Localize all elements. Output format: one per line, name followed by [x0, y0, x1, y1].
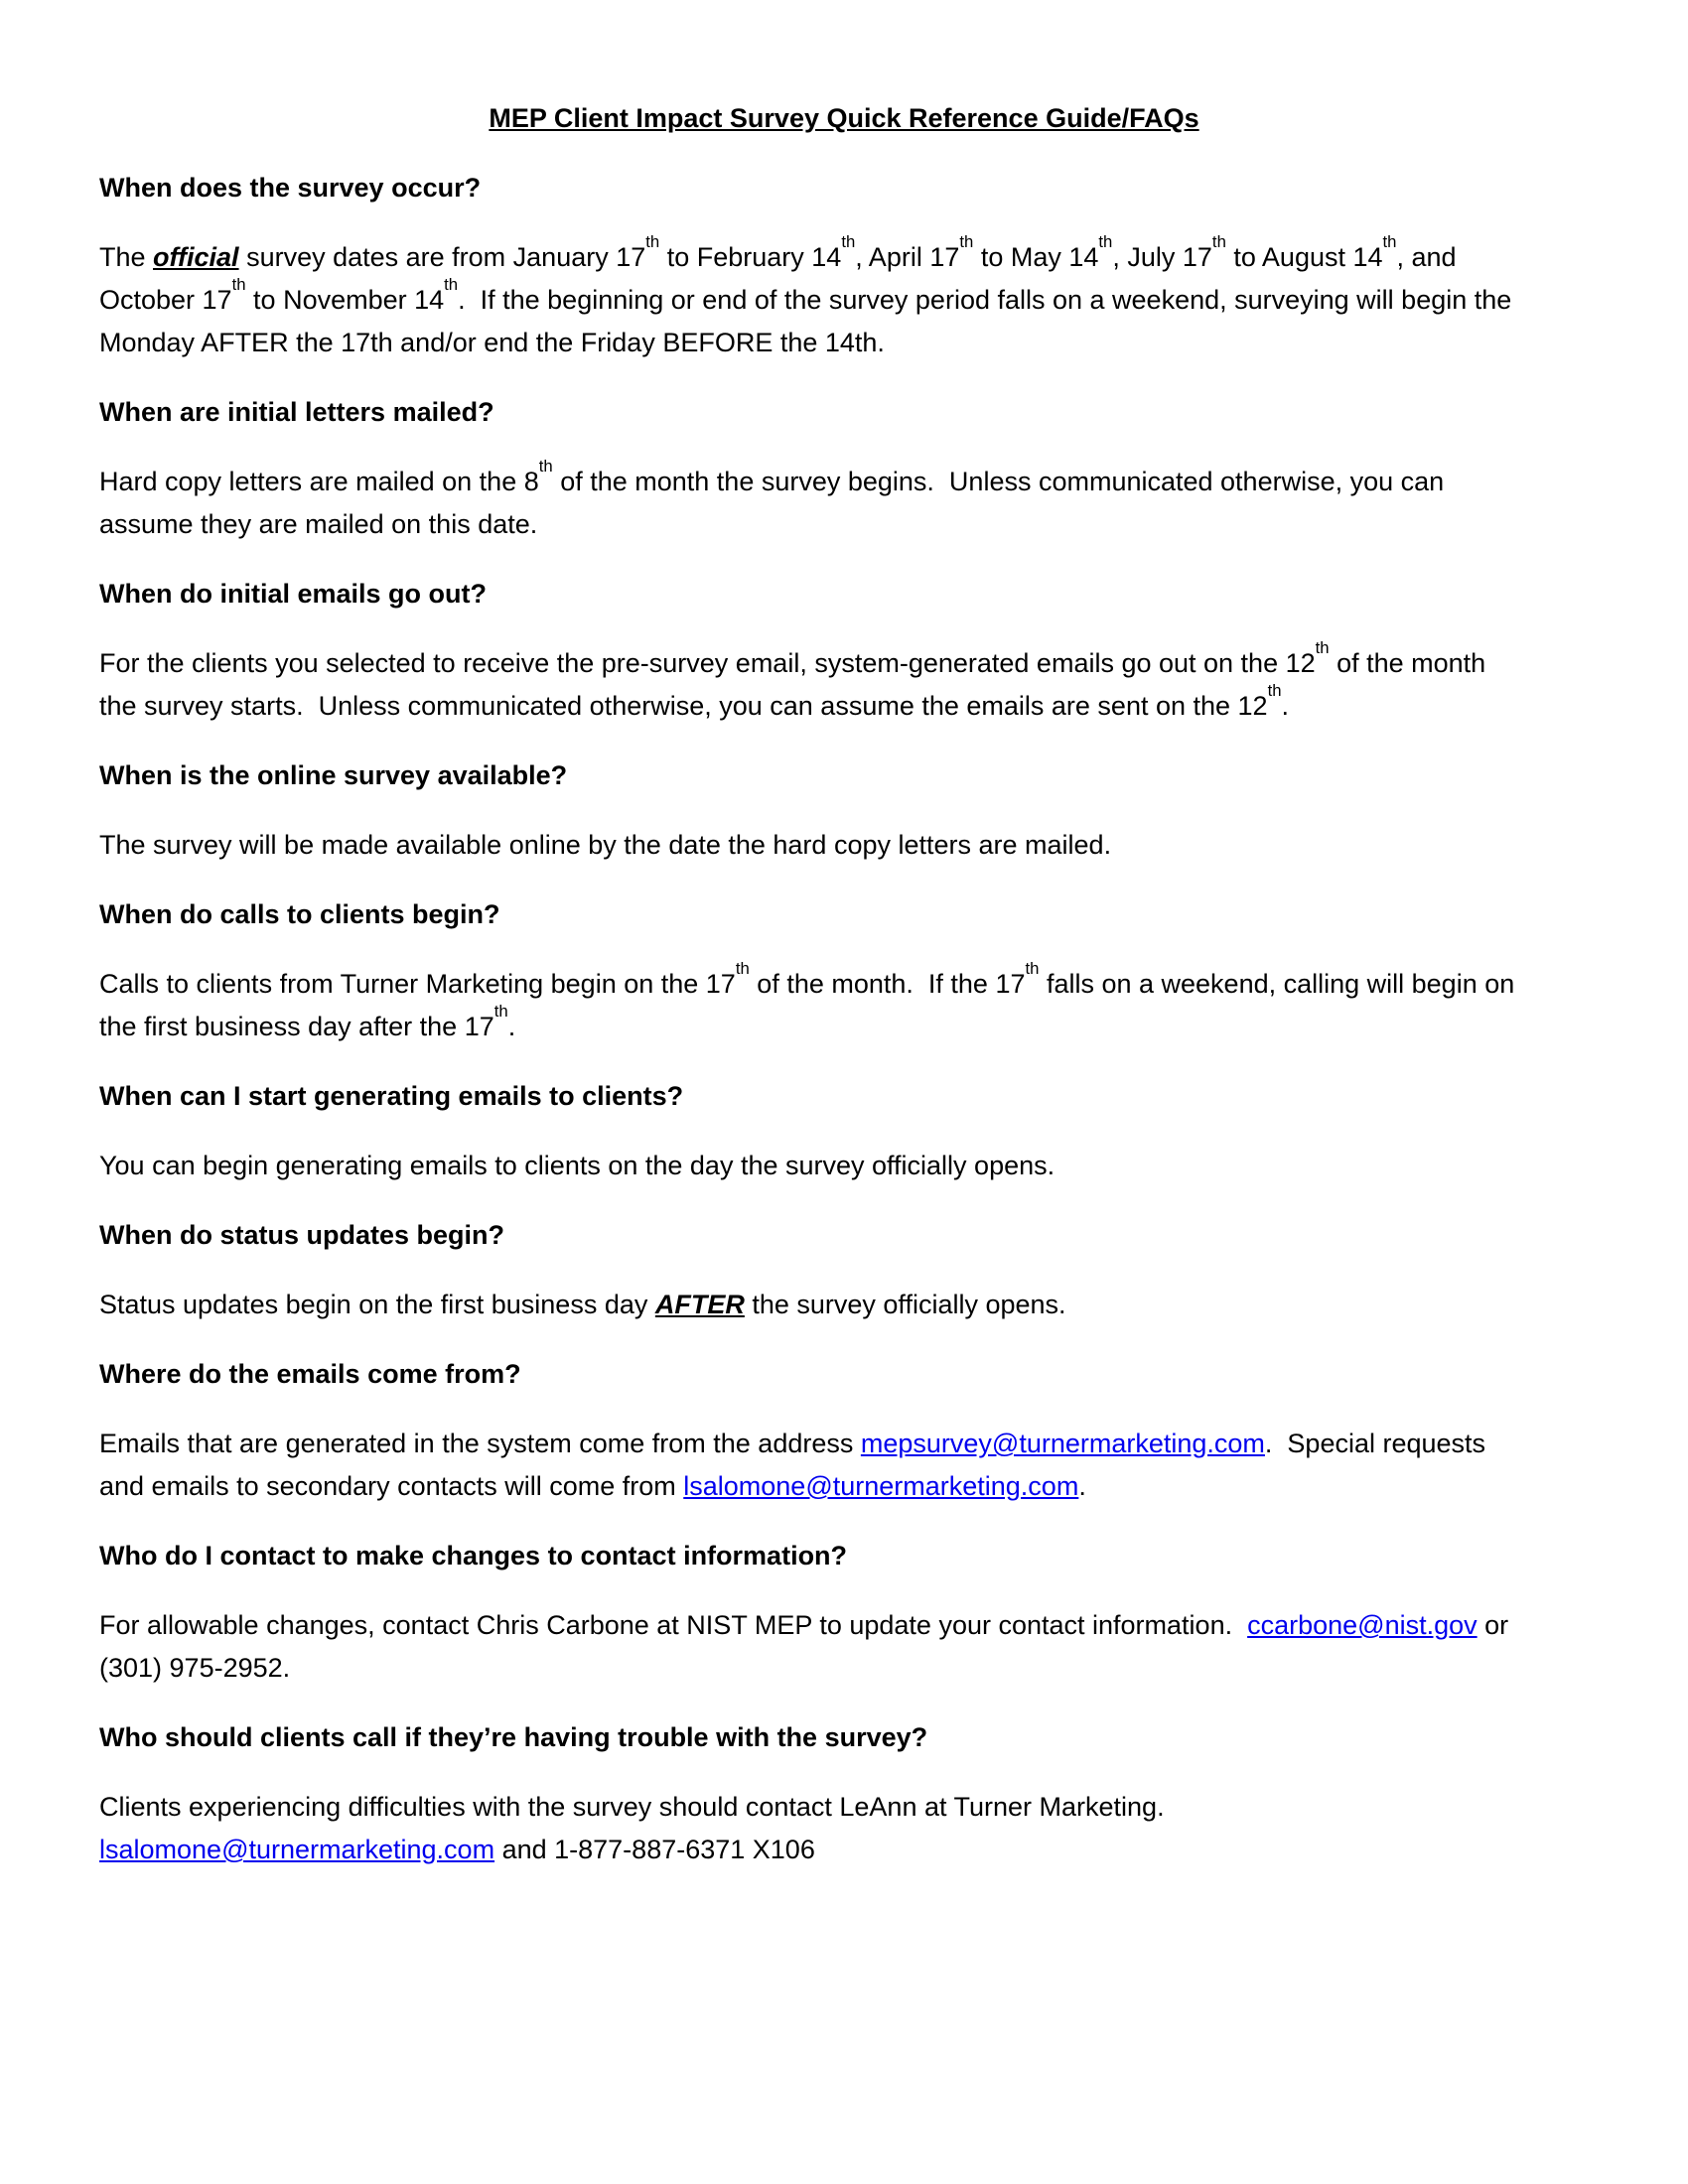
faq-answer: [99, 824, 1589, 867]
body-text: of the month the survey begins. Unless communicated otherwise, you can: [552, 467, 1445, 496]
emphasized-text: AFTER: [654, 1290, 745, 1319]
body-text: , and: [1396, 242, 1457, 272]
faq-section: [99, 1353, 1589, 1508]
email-link[interactable]: ccarbone@nist.gov: [1247, 1610, 1477, 1640]
faq-question: When is the online survey available?: [99, 760, 568, 790]
body-text: to November 14: [245, 285, 445, 315]
body-text: Calls to clients from Turner Marketing begin on the 17: [99, 969, 736, 999]
body-text: . Special requests: [1264, 1429, 1486, 1458]
body-text: (301) 975-2952.: [99, 1653, 291, 1683]
body-text: Status updates begin on the first business day: [99, 1290, 655, 1319]
faq-section: [99, 573, 1589, 728]
faq-question: When are initial letters mailed?: [99, 397, 494, 427]
faq-answer: [99, 1786, 1589, 1871]
body-text: to February 14: [659, 242, 842, 272]
faq-question: Who should clients call if they’re having trouble with the survey?: [99, 1722, 928, 1752]
body-text: and emails to secondary contacts will come from: [99, 1471, 684, 1501]
body-text: of the month: [1329, 648, 1486, 678]
emphasized-text: official: [153, 242, 239, 272]
email-link[interactable]: lsalomone@turnermarketing.com: [99, 1835, 495, 1864]
faq-answer: [99, 1423, 1589, 1508]
body-text: .: [1078, 1471, 1086, 1501]
faq-section: [99, 1716, 1589, 1871]
faq-answer: [99, 1284, 1589, 1326]
body-text: and 1-877-887-6371 X106: [494, 1835, 815, 1864]
ordinal-superscript: th: [231, 275, 246, 295]
body-text: .: [507, 1012, 516, 1041]
faq-section: [99, 391, 1589, 546]
ordinal-superscript: th: [1211, 232, 1226, 252]
ordinal-superscript: th: [444, 275, 459, 295]
body-text: October 17: [99, 285, 232, 315]
faq-question: When do initial emails go out?: [99, 579, 487, 609]
ordinal-superscript: th: [841, 232, 856, 252]
body-text: survey dates are from January 17: [238, 242, 646, 272]
faq-answer: [99, 959, 1589, 1048]
document-title: MEP Client Impact Survey Quick Reference Guide/FAQs: [489, 103, 1199, 133]
body-text: to May 14: [973, 242, 1099, 272]
ordinal-superscript: th: [1315, 638, 1330, 658]
faq-section: [99, 893, 1589, 1048]
body-text: the survey starts. Unless communicated otherwise, you can assume the emails are sent on the 12: [99, 691, 1268, 721]
body-text: For the clients you selected to receive the pre-survey email, system-generated emails go out on the 12: [99, 648, 1316, 678]
faq-question: When do calls to clients begin?: [99, 899, 500, 929]
ordinal-superscript: th: [1382, 232, 1397, 252]
faq-question: Where do the emails come from?: [99, 1359, 521, 1389]
body-text: , July 17: [1112, 242, 1212, 272]
ordinal-superscript: th: [959, 232, 974, 252]
ordinal-superscript: th: [493, 1002, 508, 1022]
email-link[interactable]: mepsurvey@turnermarketing.com: [860, 1429, 1265, 1458]
body-text: Clients experiencing difficulties with the survey should contact LeAnn at Turner Marketing.: [99, 1792, 1165, 1822]
body-text: to August 14: [1225, 242, 1383, 272]
body-text: , April 17: [855, 242, 960, 272]
body-text: . If the beginning or end of the survey period falls on a weekend, surveying will begin the: [458, 285, 1512, 315]
body-text: of the month. If the 17: [749, 969, 1026, 999]
faq-list: [99, 167, 1589, 1871]
faq-section: [99, 1075, 1589, 1187]
faq-question: When do status updates begin?: [99, 1220, 505, 1250]
body-text: the first business day after the 17: [99, 1012, 494, 1041]
faq-question: Who do I contact to make changes to contact information?: [99, 1541, 848, 1570]
body-text: For allowable changes, contact Chris Carbone at NIST MEP to update your contact information.: [99, 1610, 1248, 1640]
faq-answer: [99, 638, 1589, 728]
faq-question: When does the survey occur?: [99, 173, 482, 203]
faq-section: [99, 1214, 1589, 1326]
faq-section: [99, 754, 1589, 867]
faq-answer: [99, 457, 1589, 546]
ordinal-superscript: th: [1025, 959, 1040, 979]
email-link[interactable]: lsalomone@turnermarketing.com: [683, 1471, 1079, 1501]
ordinal-superscript: th: [735, 959, 750, 979]
body-text: The: [99, 242, 154, 272]
body-text: Monday AFTER the 17th and/or end the Friday BEFORE the 14th.: [99, 328, 885, 357]
body-text: .: [1281, 691, 1290, 721]
ordinal-superscript: th: [1267, 681, 1282, 701]
body-text: the survey officially opens.: [744, 1290, 1066, 1319]
body-text: You can begin generating emails to clients on the day the survey officially opens.: [99, 1151, 1055, 1180]
faq-answer: [99, 1604, 1589, 1690]
ordinal-superscript: th: [645, 232, 660, 252]
faq-answer: [99, 1145, 1589, 1187]
body-text: The survey will be made available online by the date the hard copy letters are mailed.: [99, 830, 1112, 860]
body-text: falls on a weekend, calling will begin on: [1039, 969, 1515, 999]
faq-answer: [99, 232, 1589, 364]
faq-question: When can I start generating emails to clients?: [99, 1081, 684, 1111]
body-text: assume they are mailed on this date.: [99, 509, 538, 539]
ordinal-superscript: th: [538, 457, 553, 477]
body-text: Hard copy letters are mailed on the 8: [99, 467, 539, 496]
faq-section: [99, 1535, 1589, 1690]
body-text: or: [1477, 1610, 1509, 1640]
body-text: Emails that are generated in the system come from the address: [99, 1429, 861, 1458]
faq-section: [99, 167, 1589, 364]
ordinal-superscript: th: [1098, 232, 1113, 252]
